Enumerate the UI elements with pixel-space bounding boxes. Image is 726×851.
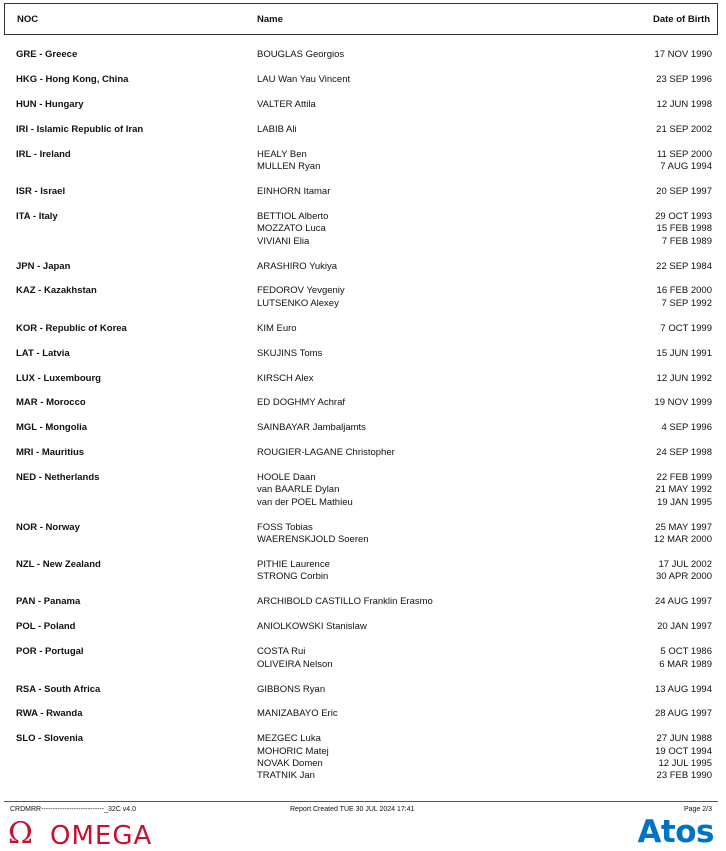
- athlete-dob: 12 JUL 1995: [658, 758, 712, 770]
- noc-label: LUX - Luxembourg: [16, 372, 101, 384]
- noc-label: MRI - Mauritius: [16, 447, 85, 459]
- athlete-row: [0, 261, 726, 273]
- athlete-row: [0, 621, 726, 633]
- athlete-dob: 17 JUL 2002: [658, 559, 712, 571]
- athlete-name: SKUJINS Toms: [257, 347, 323, 359]
- report-code: CRDMRR---------------------------_32C v4.0: [10, 806, 136, 813]
- noc-label: JPN - Japan: [16, 260, 71, 272]
- noc-label: NED - Netherlands: [16, 472, 100, 484]
- athlete-row: [0, 646, 726, 658]
- noc-label: ISR - Israel: [16, 185, 66, 197]
- athlete-dob: 25 MAY 1997: [655, 521, 712, 533]
- athlete-row: [0, 596, 726, 608]
- athlete-dob: 24 SEP 1998: [656, 447, 712, 459]
- athlete-row: [0, 733, 726, 745]
- noc-label: KOR - Republic of Korea: [16, 322, 127, 334]
- noc-label: POL - Poland: [16, 621, 76, 633]
- athlete-dob: 24 AUG 1997: [654, 596, 712, 608]
- column-header-dob: Date of Birth: [653, 14, 710, 25]
- noc-label: NOR - Norway: [16, 521, 80, 533]
- column-header-name: Name: [257, 14, 283, 25]
- athlete-dob: 17 NOV 1990: [654, 49, 712, 60]
- noc-label: IRL - Ireland: [16, 148, 71, 160]
- noc-label: MGL - Mongolia: [16, 422, 88, 434]
- athlete-name: LABIB Ali: [257, 123, 297, 135]
- athlete-dob: 16 FEB 2000: [656, 285, 712, 297]
- athlete-name: MEZGEC Luka: [257, 733, 321, 745]
- athlete-dob: 29 OCT 1993: [655, 210, 712, 222]
- athlete-row: [0, 298, 726, 310]
- noc-label: LAT - Latvia: [16, 347, 70, 359]
- omega-wordmark: OMEGA: [50, 821, 153, 851]
- athlete-dob: 22 SEP 1984: [656, 260, 712, 272]
- athlete-dob: 12 MAR 2000: [653, 534, 712, 546]
- athlete-row: [0, 472, 726, 484]
- athlete-dob: 12 JUN 1992: [656, 372, 712, 384]
- athlete-name: van der POEL Mathieu: [257, 496, 353, 508]
- athlete-dob: 27 JUN 1988: [656, 733, 712, 745]
- omega-logo: [6, 818, 186, 850]
- athlete-dob: 30 APR 2000: [656, 571, 712, 583]
- athlete-row: [0, 223, 726, 235]
- athlete-row: [0, 211, 726, 223]
- omega-symbol-icon: Ω: [8, 816, 33, 851]
- athlete-dob: 12 JUN 1998: [656, 98, 712, 110]
- athlete-dob: 7 SEP 1992: [661, 297, 712, 309]
- athlete-name: VIVIANI Elia: [257, 235, 310, 247]
- athlete-dob: 19 JAN 1995: [657, 496, 712, 508]
- athlete-name: ARASHIRO Yukiya: [257, 260, 338, 272]
- athlete-row: [0, 285, 726, 297]
- column-header-noc: NOC: [17, 14, 39, 25]
- noc-label: IRI - Islamic Republic of Iran: [16, 123, 144, 135]
- noc-label: POR - Portugal: [16, 646, 84, 658]
- athlete-row: [0, 522, 726, 534]
- athlete-dob: 22 FEB 1999: [656, 472, 712, 484]
- athlete-row: [0, 770, 726, 782]
- noc-label: KAZ - Kazakhstan: [16, 285, 97, 297]
- athlete-dob: 19 NOV 1999: [654, 397, 712, 409]
- noc-label: SLO - Slovenia: [16, 733, 84, 745]
- athlete-dob: 15 FEB 1998: [656, 223, 712, 235]
- report-created: Report Created TUE 30 JUL 2024 17:41: [290, 806, 415, 813]
- athlete-name: FOSS Tobias: [257, 521, 313, 533]
- noc-label: ITA - Italy: [16, 210, 58, 222]
- athlete-name: van BAARLE Dylan: [257, 484, 340, 496]
- athlete-dob: 21 SEP 2002: [656, 123, 712, 135]
- athlete-name: KIM Euro: [257, 322, 297, 334]
- athlete-row: [0, 746, 726, 758]
- athlete-name: FEDOROV Yevgeniy: [257, 285, 345, 297]
- athlete-dob: 6 MAR 1989: [659, 658, 712, 670]
- athlete-dob: 28 AUG 1997: [654, 708, 712, 720]
- athlete-name: VALTER Attila: [257, 98, 316, 110]
- athlete-dob: 11 SEP 2000: [656, 148, 712, 160]
- athlete-name: TRATNIK Jan: [257, 770, 315, 782]
- athlete-row: [0, 323, 726, 335]
- athlete-row: [0, 534, 726, 546]
- athlete-dob: 23 SEP 1996: [656, 73, 712, 85]
- athlete-name: COSTA Rui: [257, 646, 306, 658]
- athlete-dob: 23 FEB 1990: [656, 770, 712, 782]
- athlete-name: NOVAK Domen: [257, 758, 323, 770]
- athlete-row: [0, 447, 726, 459]
- noc-label: PAN - Panama: [16, 596, 81, 608]
- athlete-row: [0, 684, 726, 696]
- athlete-name: LUTSENKO Alexey: [257, 297, 339, 309]
- athlete-name: EINHORN Itamar: [257, 185, 331, 197]
- athlete-row: [0, 397, 726, 409]
- athlete-row: [0, 124, 726, 136]
- table-header: [4, 3, 718, 35]
- athlete-name: KIRSCH Alex: [257, 372, 314, 384]
- athlete-name: BETTIOL Alberto: [257, 210, 329, 222]
- athlete-row: [0, 484, 726, 496]
- athlete-name: LAU Wan Yau Vincent: [257, 73, 351, 85]
- noc-label: HUN - Hungary: [16, 98, 84, 110]
- athlete-name: MOZZATO Luca: [257, 223, 326, 235]
- noc-label: NZL - New Zealand: [16, 559, 101, 571]
- athlete-dob: 7 FEB 1989: [661, 235, 712, 247]
- athlete-dob: 5 OCT 1986: [660, 646, 712, 658]
- noc-label: GRE - Greece: [16, 49, 78, 60]
- athlete-dob: 7 AUG 1994: [660, 160, 712, 172]
- athlete-name: OLIVEIRA Nelson: [257, 658, 333, 670]
- athlete-name: ARCHIBOLD CASTILLO Franklin Erasmo: [257, 596, 433, 608]
- athlete-name: SAINBAYAR Jambaljamts: [257, 422, 366, 434]
- athlete-row: [0, 186, 726, 198]
- noc-label: MAR - Morocco: [16, 397, 86, 409]
- athlete-row: [0, 348, 726, 360]
- athlete-dob: 19 OCT 1994: [655, 745, 712, 757]
- athlete-row: [0, 99, 726, 111]
- athlete-row: [0, 74, 726, 86]
- footer-divider: [4, 801, 718, 802]
- athlete-row: [0, 758, 726, 770]
- athlete-dob: 15 JUN 1991: [656, 347, 712, 359]
- athlete-name: STRONG Corbin: [257, 571, 329, 583]
- athlete-name: MULLEN Ryan: [257, 160, 321, 172]
- athlete-name: HEALY Ben: [257, 148, 307, 160]
- athlete-name: HOOLE Daan: [257, 472, 316, 484]
- athlete-name: ED DOGHMY Achraf: [257, 397, 345, 409]
- page-number: Page 2/3: [683, 806, 712, 813]
- athlete-name: ANIOLKOWSKI Stanislaw: [257, 621, 367, 633]
- athlete-dob: 20 JAN 1997: [657, 621, 712, 633]
- athlete-row: [0, 571, 726, 583]
- athlete-row: [0, 708, 726, 720]
- athlete-dob: 13 AUG 1994: [654, 683, 712, 695]
- athlete-dob: 21 MAY 1992: [655, 484, 712, 496]
- athlete-name: ROUGIER-LAGANE Christopher: [257, 447, 395, 459]
- athlete-row: [0, 161, 726, 173]
- athlete-name: BOUGLAS Georgios: [257, 49, 345, 60]
- noc-label: HKG - Hong Kong, China: [16, 73, 129, 85]
- noc-label: RSA - South Africa: [16, 683, 101, 695]
- athlete-name: MOHORIC Matej: [257, 745, 329, 757]
- atos-logo: Atos: [637, 814, 714, 850]
- noc-label: RWA - Rwanda: [16, 708, 83, 720]
- athlete-row: [0, 659, 726, 671]
- athlete-row: [0, 49, 726, 61]
- athlete-row: [0, 422, 726, 434]
- athlete-name: WAERENSKJOLD Soeren: [257, 534, 369, 546]
- athlete-row: [0, 236, 726, 248]
- athlete-row: [0, 559, 726, 571]
- athlete-name: GIBBONS Ryan: [257, 683, 326, 695]
- athlete-row: [0, 373, 726, 385]
- athlete-dob: 7 OCT 1999: [660, 322, 712, 334]
- athlete-dob: 20 SEP 1997: [656, 185, 712, 197]
- athlete-dob: 4 SEP 1996: [661, 422, 712, 434]
- athlete-name: MANIZABAYO Eric: [257, 708, 338, 720]
- athlete-row: [0, 497, 726, 509]
- athlete-row: [0, 149, 726, 161]
- athlete-name: PITHIE Laurence: [257, 559, 330, 571]
